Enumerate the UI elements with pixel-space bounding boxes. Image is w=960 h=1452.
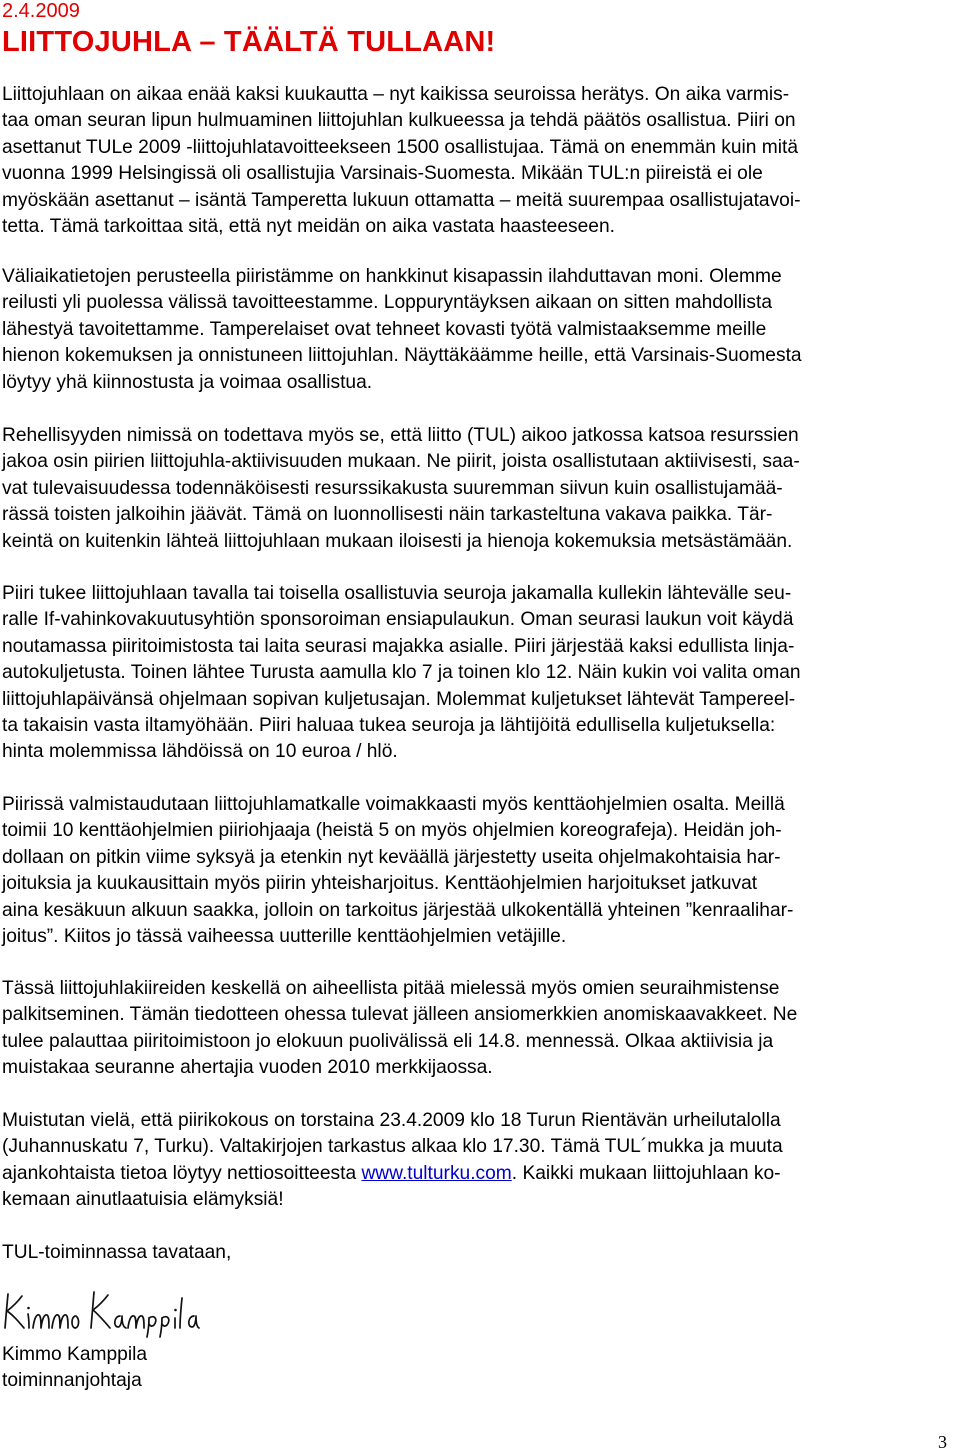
- text-line: Piiri tukee liittojuhlaan tavalla tai toisella osallistuvia seuroja jakamalla kullekin lähtevälle seu-: [2, 583, 792, 604]
- text-line: kemaan ainutlaatuisia elämyksiä!: [2, 1189, 284, 1211]
- text-line: hienon kokemuksen ja onnistuneen liittojuhlan. Näyttäkäämme heille, että Varsinais-Suomesta: [2, 345, 802, 367]
- paragraph-3: [2, 423, 957, 555]
- text-line: ralle If-vahinkovakuutusyhtiön sponsoroiman ensiapulaukun. Oman seurasi laukun voit käydä: [2, 609, 794, 631]
- signer-title: toiminnanjohtaja: [2, 1370, 142, 1392]
- text-line: keintä on kuitenkin lähteä liittojuhlaan mukaan iloisesti ja hienoja kokemuksia metsästämään.: [2, 530, 793, 552]
- text-line: [2, 1161, 957, 1187]
- paragraph-1: [2, 82, 957, 240]
- text-line: vat tulevaisuudessa todennäköisesti resurssikakusta suuremman siivun kuin osallistujamää-: [2, 477, 783, 499]
- text-line: lähestyä tavoitettamme. Tamperelaiset ovat tehneet kovasti työtä valmistaaksemme meille: [2, 318, 767, 340]
- website-link[interactable]: www.tulturku.com: [361, 1162, 512, 1184]
- text-fragment: ajankohtaista tietoa löytyy nettiosoitteesta: [2, 1162, 362, 1184]
- text-line: Väliaikatietojen perusteella piiristämme on hankkinut kisapassin ilahduttavan moni. Olemme: [2, 266, 782, 287]
- text-line: palkitseminen. Tämän tiedotteen ohessa tulevat jälleen ansiomerkkien anomiskaavakkeet. Ne: [2, 1004, 798, 1026]
- text-line: muistakaa seuranne ahertajia vuoden 2010 merkkijaossa.: [2, 1057, 493, 1079]
- text-line: noutamassa piiritoimistosta tai laita seurasi majakka asialle. Piiri järjestää kaksi edullista linja-: [2, 635, 795, 657]
- text-line: vuonna 1999 Helsingissä oli osallistujia Varsinais-Suomesta. Mikään TUL:n piireistä ei ole: [2, 163, 763, 185]
- page-title: LIITTOJUHLA – TÄÄLTÄ TULLAAN!: [2, 26, 496, 58]
- paragraph-7: [2, 1108, 957, 1214]
- document-date: 2.4.2009: [2, 0, 80, 22]
- text-line: Piirissä valmistaudutaan liittojuhlamatkalle voimakkaasti myös kenttäohjelmien osalta. Meillä: [2, 794, 785, 815]
- text-line: reilusti yli puolessa välissä tavoitteestamme. Loppuryntäyksen aikaan on sitten mahdollista: [2, 292, 773, 314]
- paragraph-6: [2, 976, 957, 1082]
- text-line: asettanut TULe 2009 -liittojuhlatavoitteekseen 1500 osallistujaa. Tämä on enemmän kuin mitä: [2, 136, 799, 158]
- paragraph-5: [2, 792, 957, 950]
- text-line: toimii 10 kenttäohjelmien piiriohjaaja (heistä 5 on myös ohjelmien koreografeja). Heidän joh-: [2, 820, 782, 842]
- text-line: dollaan on pitkin viime syksyä ja etenkin nyt keväällä järjestetty useita ohjelmakohtaisia har-: [2, 846, 781, 868]
- text-line: Muistutan vielä, että piirikokous on torstaina 23.4.2009 klo 18 Turun Rientävän urheilutalolla: [2, 1110, 781, 1131]
- text-line: ta takaisin vasta iltamyöhään. Piiri haluaa tukea seuroja ja lähtijöitä edullisella kuljetuksella:: [2, 715, 776, 737]
- text-line: aina kesäkuun alkuun saakka, jolloin on tarkoitus järjestää ulkokentällä yhteinen ”kenraalihar-: [2, 899, 794, 921]
- text-line: jakoa osin piirien liittojuhla-aktiivisuuden mukaan. Ne piirit, joista osallistutaan aktiivisesti, saa-: [2, 451, 800, 473]
- text-line: myöskään asettanut – isäntä Tamperetta lukuun ottamatta – meitä suurempaa osallistujatavoi-: [2, 189, 801, 211]
- handwritten-signature: [0, 1288, 200, 1338]
- text-line: tetta. Tämä tarkoittaa sitä, että nyt meidän on aika vastata haasteeseen.: [2, 216, 615, 238]
- paragraph-2: [2, 264, 957, 396]
- text-line: autokuljetusta. Toinen lähtee Turusta aamulla klo 7 ja toinen klo 12. Näin kukin voi valita oman: [2, 662, 801, 684]
- text-line: joituksia ja kuukausittain myös piirin yhteisharjoitus. Kenttäohjelmien harjoitukset jatkuvat: [2, 873, 758, 895]
- text-line: joitus”. Kiitos jo tässä vaiheessa uutterille kenttäohjelmien vetäjille.: [2, 926, 567, 948]
- closing-greeting: TUL-toiminnassa tavataan,: [2, 1242, 232, 1263]
- text-line: hinta molemmissa lähdöissä on 10 euroa / hlö.: [2, 741, 398, 763]
- text-line: Tässä liittojuhlakiireiden keskellä on aiheellista pitää mielessä myös omien seuraihmistense: [2, 978, 780, 999]
- text-line: Rehellisyyden nimissä on todettava myös se, että liitto (TUL) aikoo jatkossa katsoa resurssien: [2, 425, 799, 446]
- paragraph-4: [2, 581, 957, 766]
- text-line: (Juhannuskatu 7, Turku). Valtakirjojen tarkastus alkaa klo 17.30. Tämä TUL´mukka ja muuta: [2, 1136, 783, 1158]
- page-number: 3: [938, 1432, 947, 1452]
- text-line: löytyy yhä kiinnostusta ja voimaa osallistua.: [2, 371, 373, 393]
- text-line: Liittojuhlaan on aikaa enää kaksi kuukautta – nyt kaikissa seuroissa herätys. On aika varmis-: [2, 84, 790, 105]
- text-line: rässä toisten jalkoihin jäävät. Tämä on luonnollisesti näin tarkasteltuna vakava paikka. Tär-: [2, 504, 773, 526]
- text-line: taa oman seuran lipun hulmuaminen liittojuhlan kulkueessa ja tehdä päätös osallistua. Piiri on: [2, 110, 796, 132]
- signer-name: Kimmo Kamppila: [2, 1344, 148, 1365]
- text-line: liittojuhlapäivänsä ohjelmaan sopivan kuljetusajan. Molemmat kuljetukset lähtevät Tampereel-: [2, 688, 796, 710]
- text-line: tulee palauttaa piiritoimistoon jo elokuun puolivälissä eli 14.8. mennessä. Olkaa aktiivisia ja: [2, 1030, 774, 1052]
- signer-block: [2, 1342, 147, 1395]
- text-fragment: . Kaikki mukaan liittojuhlaan ko-: [511, 1162, 781, 1184]
